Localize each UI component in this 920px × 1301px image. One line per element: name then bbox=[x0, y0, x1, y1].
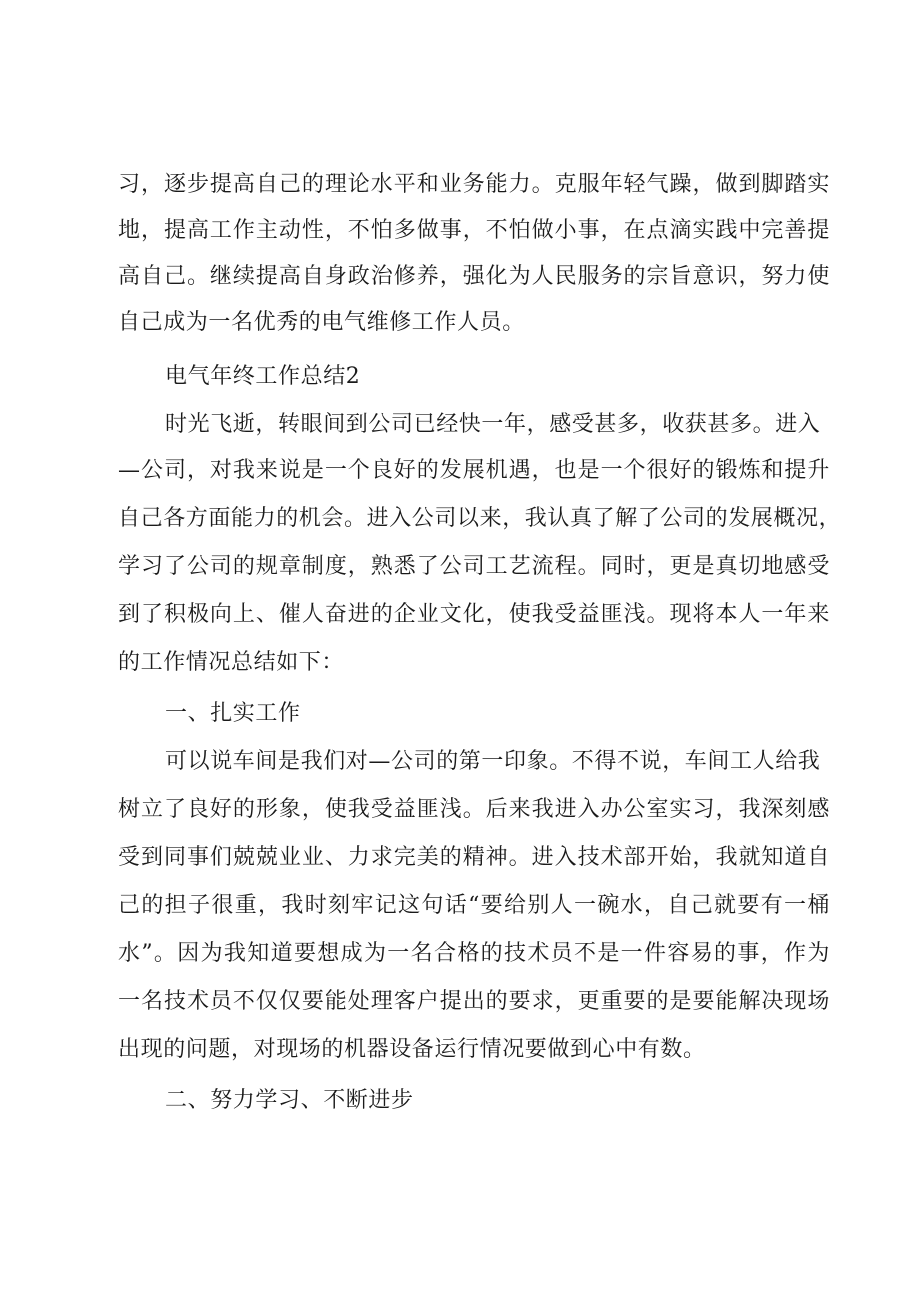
paragraph-line: 一名技术员不仅仅要能处理客户提出的要求，更重要的是要能解决现场 bbox=[118, 989, 830, 1014]
paragraph-line: —公司，对我来说是一个良好的发展机遇，也是一个很好的锻炼和提升 bbox=[118, 458, 830, 483]
paragraph-line: 自己各方面能力的机会。进入公司以来，我认真了解了公司的发展概况， bbox=[118, 506, 842, 531]
paragraph-line: 地，提高工作主动性，不怕多做事，不怕做小事，在点滴实践中完善提 bbox=[118, 218, 830, 243]
paragraph-line: 水”。因为我知道要想成为一名合格的技术员不是一件容易的事，作为 bbox=[118, 941, 830, 966]
paragraph-line: 的工作情况总结如下： bbox=[118, 650, 345, 675]
paragraph-line: 受到同事们兢兢业业、力求完美的精神。进入技术部开始，我就知道自 bbox=[118, 845, 830, 870]
paragraph-line: 可以说车间是我们对—公司的第一印象。不得不说，车间工人给我 bbox=[165, 749, 821, 774]
paragraph-line: 自己成为一名优秀的电气维修工作人员。 bbox=[118, 310, 525, 335]
paragraph-line: 时光飞逝，转眼间到公司已经快一年，感受甚多，收获甚多。进入 bbox=[165, 412, 821, 437]
paragraph-line: 己的担子很重，我时刻牢记这句话“要给别人一碗水，自己就要有一桶 bbox=[118, 893, 830, 918]
paragraph-line: 学习了公司的规章制度，熟悉了公司工艺流程。同时，更是真切地感受 bbox=[118, 554, 830, 579]
paragraph-line: 出现的问题，对现场的机器设备运行情况要做到心中有数。 bbox=[118, 1037, 706, 1062]
paragraph-line: 树立了良好的形象，使我受益匪浅。后来我进入办公室实习，我深刻感 bbox=[118, 797, 830, 822]
paragraph-line: 高自己。继续提高自身政治修养，强化为人民服务的宗旨意识，努力使 bbox=[118, 264, 830, 289]
section-heading: 一、扎实工作 bbox=[165, 701, 301, 726]
paragraph-line: 习，逐步提高自己的理论水平和业务能力。克服年轻气躁，做到脚踏实 bbox=[118, 172, 830, 197]
section-heading: 二、努力学习、不断进步 bbox=[165, 1088, 414, 1113]
paragraph-line: 到了积极向上、催人奋进的企业文化，使我受益匪浅。现将本人一年来 bbox=[118, 602, 830, 627]
section-title: 电气年终工作总结2 bbox=[165, 364, 361, 389]
